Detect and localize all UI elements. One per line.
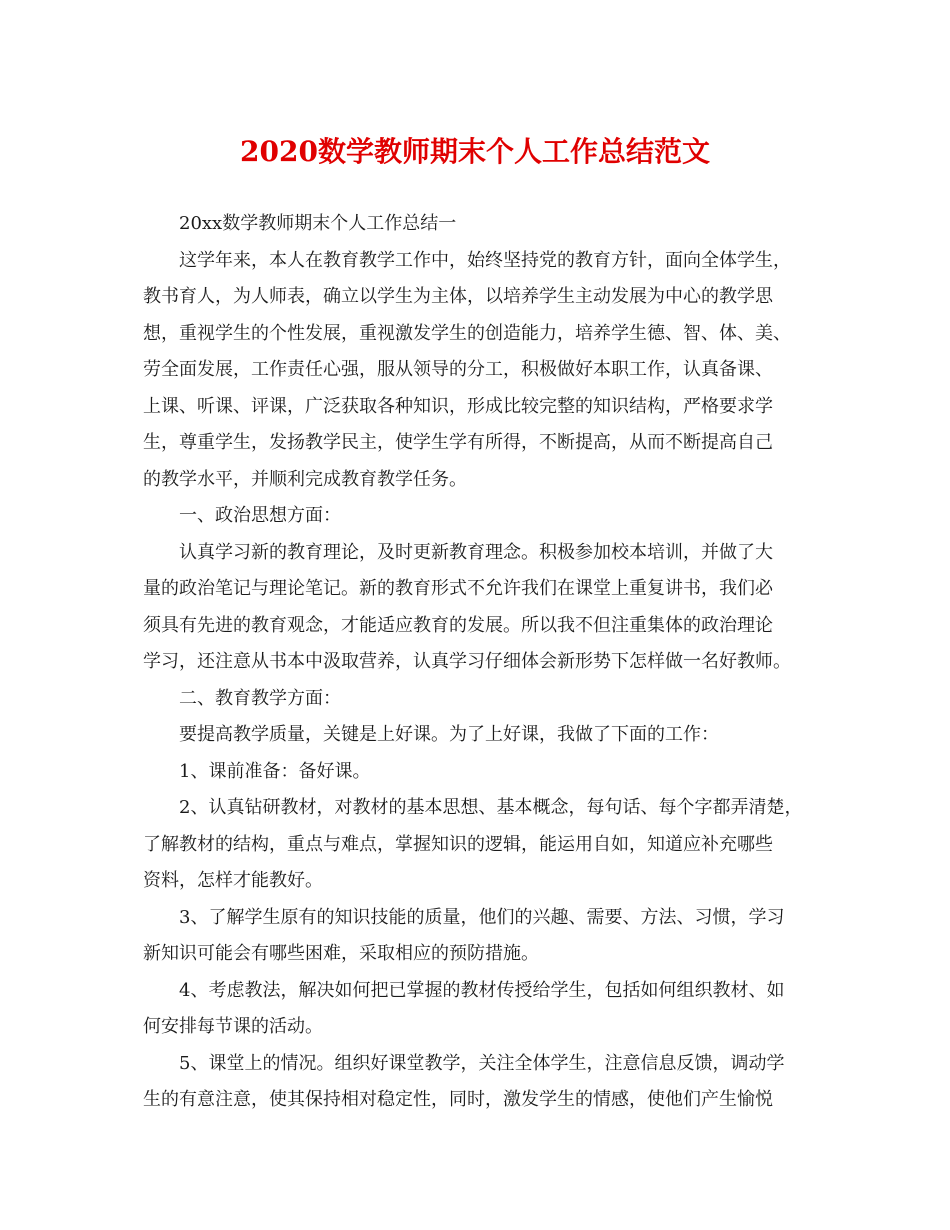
document-title: 2020数学教师期末个人工作总结范文 <box>240 135 710 168</box>
body-line: 何安排每节课的活动。 <box>143 1016 323 1037</box>
body-line: 这学年来，本人在教育教学工作中，始终坚持党的教育方针，面向全体学生， <box>179 249 791 271</box>
body-line: 量的政治笔记与理论笔记。新的教育形式不允许我们在课堂上重复讲书，我们必 <box>143 578 773 599</box>
body-line: 的教学水平，并顺利完成教育教学任务。 <box>143 468 467 490</box>
body-line: 教书育人，为人师表，确立以学生为主体，以培养学生主动发展为中心的教学思 <box>143 286 773 307</box>
body-line: 要提高教学质量，关键是上好课。为了上好课，我做了下面的工作： <box>179 724 719 745</box>
body-line: 一、政治思想方面： <box>179 505 341 526</box>
body-line: 20xx数学教师期末个人工作总结一 <box>179 213 457 234</box>
body-line: 劳全面发展，工作责任心强，服从领导的分工，积极做好本职工作，认真备课、 <box>143 359 773 380</box>
body-line: 想，重视学生的个性发展，重视激发学生的创造能力，培养学生德、智、体、美、 <box>143 322 791 344</box>
body-line: 学习，还注意从书本中汲取营养，认真学习仔细体会新形势下怎样做一名好教师。 <box>143 651 791 672</box>
document-body <box>143 206 805 1119</box>
body-line: 资料，怎样才能教好。 <box>143 870 323 891</box>
body-line: 2、认真钻研教材，对教材的基本思想、基本概念，每句话、每个字都弄清楚， <box>179 797 803 818</box>
body-line: 1、课前准备：备好课。 <box>179 760 371 782</box>
body-line: 生，尊重学生，发扬教学民主，使学生学有所得，不断提高，从而不断提高自己 <box>143 432 773 453</box>
body-line: 了解教材的结构，重点与难点，掌握知识的逻辑，能运用自如，知道应补充哪些 <box>143 833 773 855</box>
body-line: 3、了解学生原有的知识技能的质量，他们的兴趣、需要、方法、习惯，学习 <box>179 906 785 928</box>
body-line: 5、课堂上的情况。组织好课堂教学，关注全体学生，注意信息反馈，调动学 <box>179 1052 785 1074</box>
body-line: 须具有先进的教育观念，才能适应教育的发展。所以我不但注重集体的政治理论 <box>143 614 773 636</box>
body-line: 生的有意注意，使其保持相对稳定性，同时，激发学生的情感，使他们产生愉悦 <box>143 1089 773 1110</box>
body-line: 上课、听课、评课，广泛获取各种知识，形成比较完整的知识结构，严格要求学 <box>143 395 773 417</box>
body-line: 认真学习新的教育理论，及时更新教育理念。积极参加校本培训，并做了大 <box>179 541 773 563</box>
body-line: 二、教育教学方面： <box>179 687 341 709</box>
body-line: 4、考虑教法，解决如何把已掌握的教材传授给学生，包括如何组织教材、如 <box>179 979 785 1001</box>
body-line: 新知识可能会有哪些困难，采取相应的预防措施。 <box>143 943 539 964</box>
